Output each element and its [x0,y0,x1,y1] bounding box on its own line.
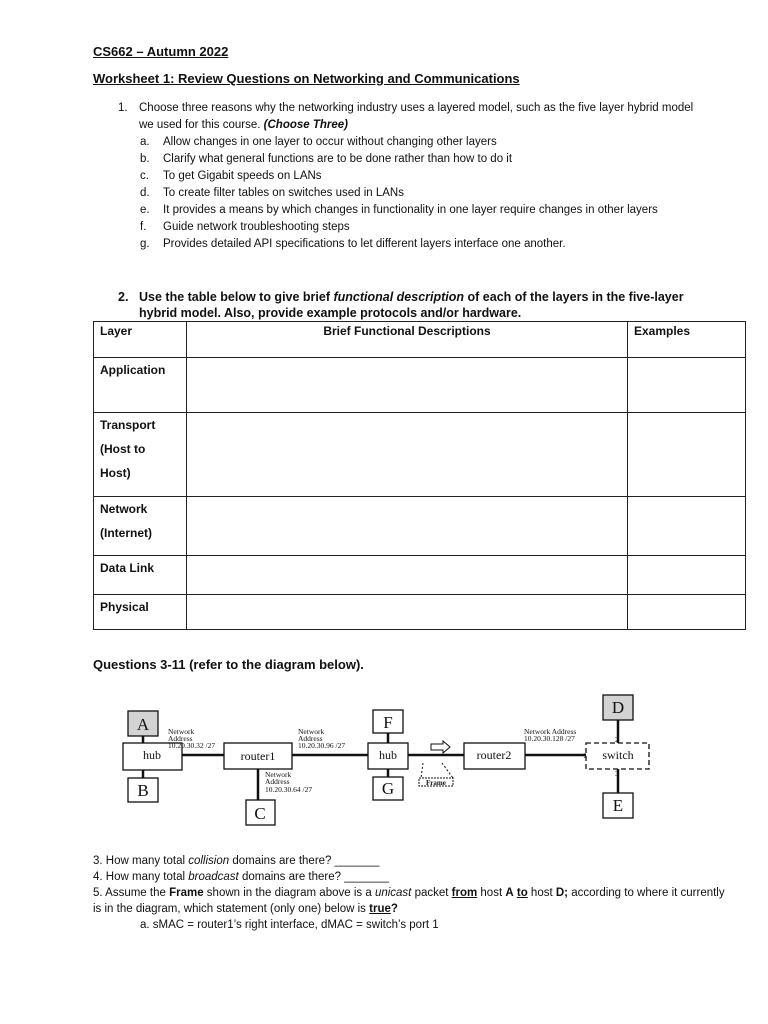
option-text: To get Gigabit speeds on LANs [163,170,322,182]
question-1-stem [139,100,698,134]
hub1-label: hub [143,748,161,762]
option-letter: f. [140,221,147,233]
description-cell[interactable] [187,497,628,556]
layer-name-line: (Internet) [100,526,152,540]
switch-port-1: 1 [583,751,587,760]
layer-name: Physical [100,600,149,614]
frame-leader-left [421,763,423,778]
net3-address: 10.20.30.64 /27 [265,785,313,794]
option-d [118,185,698,202]
option-b [118,151,698,168]
frame-leader-right [442,763,453,778]
layer-name: Application [100,363,166,377]
q5-text: host [477,887,506,899]
layer-cell [94,556,187,595]
q4-blank: domains are there? _______ [238,871,389,883]
table-row [94,556,746,595]
layer-cell [94,497,187,556]
q5-from: from [451,887,478,899]
q3-blank: domains are there? _______ [229,855,380,867]
examples-cell[interactable] [628,556,746,595]
question-2-stem-start: Use the table below to give brief [139,290,334,304]
layer-name-line: (Host to [100,442,146,456]
question-1-stem-text: Choose three reasons why the networking industry uses a layered model, such as the five layer hybrid model we used for this course. [139,102,694,131]
hub2-label: hub [379,748,397,762]
layer-name: Data Link [100,561,155,575]
layer-name-line: Host) [100,466,131,480]
description-cell[interactable] [187,595,628,630]
description-cell[interactable] [187,413,628,497]
q5-question-mark: ? [390,903,398,915]
option-c [118,168,698,185]
host-E-label: E [612,796,624,815]
host-D-label: D [611,698,625,717]
table-row [94,595,746,630]
description-cell[interactable] [187,556,628,595]
question-5 [93,885,733,917]
frame-arrow-icon [431,741,450,753]
option-letter: b. [140,153,150,165]
option-text: To create filter tables on switches used in LANs [163,187,404,199]
option-f [118,219,698,236]
questions-3-5 [93,853,733,933]
layer-cell [94,595,187,630]
option-g [118,236,698,253]
net3-label: Address [265,777,290,786]
header-layer: Layer [94,322,187,358]
net2-label: Address [298,734,323,743]
host-A-label: A [136,715,150,734]
layers-table [93,321,746,630]
host-C-label: C [254,804,266,823]
question-3 [93,853,733,869]
net4-address: 10.20.30.128 /27 [524,734,575,743]
host-G-label: G [381,779,395,798]
net1-label: Address [168,734,193,743]
examples-cell[interactable] [628,497,746,556]
q5-text: packet [411,887,452,899]
question-1 [118,100,698,253]
layer-name: Network [100,502,148,516]
q5-text: shown in the diagram above is a [203,887,375,899]
q5-text: according to where it currently is in the diagram, which statement (only one) below is [93,887,725,915]
option-a [118,134,698,151]
q5-to: to [516,887,528,899]
question-2-number: 2. [118,290,129,304]
q3-italic: collision [188,855,230,867]
q5-text: 5. Assume the [93,887,170,899]
net1-address: 10.20.30.32 /27 [168,741,216,750]
option-letter: c. [140,170,149,182]
question-1-choose-three: (Choose Three) [263,119,348,131]
course-title: CS662 – Autumn 2022 [93,44,229,59]
net4-label: Network Address [524,727,577,736]
worksheet-title: Worksheet 1: Review Questions on Networking and Communications [93,71,520,86]
q4-italic: broadcast [188,871,239,883]
net1-label: Network [168,727,195,736]
option-letter: g. [140,238,150,250]
q5-text: host [527,887,556,899]
layer-name: Transport [100,418,156,432]
option-text: Allow changes in one layer to occur without changing other layers [163,136,497,148]
q4-text: 4. How many total [93,871,189,883]
router2-label: router2 [476,748,512,762]
question-1-options [118,134,698,253]
question-4 [93,869,733,885]
layer-cell [94,358,187,413]
network-diagram [120,690,660,830]
layer-cell [94,413,187,497]
question-5-option-a: a. sMAC = router1’s right interface, dMAC = switch’s port 1 [140,919,439,931]
section-heading: Questions 3-11 (refer to the diagram below). [93,657,364,672]
option-letter: d. [140,187,150,199]
host-B-label: B [137,781,149,800]
option-text: Provides detailed API specifications to let different layers interface one another. [163,238,566,250]
router1-label: router1 [240,749,276,763]
q5-true: true [369,903,391,915]
header-descriptions: Brief Functional Descriptions [187,322,628,358]
table-row [94,497,746,556]
q5-host-a: A [505,887,514,899]
question-2-stem [139,289,698,321]
host-F-label: F [383,713,393,732]
option-e [118,202,698,219]
switch-port-2: 2 [615,735,619,744]
q5-unicast: unicast [374,887,412,899]
frame-label: Frame [426,779,446,787]
option-text: Clarify what general functions are to be done rather than how to do it [163,153,513,165]
description-cell[interactable] [187,358,628,413]
question-2-stem-italic: functional description [333,290,465,304]
net2-label: Network [298,727,325,736]
net3-label: Network [265,770,292,779]
table-header-row [94,322,746,358]
q5-host-d: D; [555,887,569,899]
table-row [94,413,746,497]
q5-frame: Frame [169,887,204,899]
question-2-stem-end: of each of the layers in the five-layer hybrid model. Also, provide example protocols and/or hardware. [139,290,684,320]
option-letter: e. [140,204,150,216]
q3-text: 3. How many total [93,855,189,867]
table-row [94,358,746,413]
option-letter: a. [140,136,150,148]
examples-cell[interactable] [628,413,746,497]
header-examples: Examples [628,322,746,358]
examples-cell[interactable] [628,358,746,413]
question-1-number: 1. [118,102,128,114]
option-text: Guide network troubleshooting steps [163,221,350,233]
question-2 [118,289,698,321]
option-text: It provides a means by which changes in functionality in one layer require changes in other layers [163,204,658,216]
net2-address: 10.20.30.96 /27 [298,741,346,750]
switch-label: switch [602,748,634,762]
examples-cell[interactable] [628,595,746,630]
switch-port-3: 3 [615,769,619,778]
